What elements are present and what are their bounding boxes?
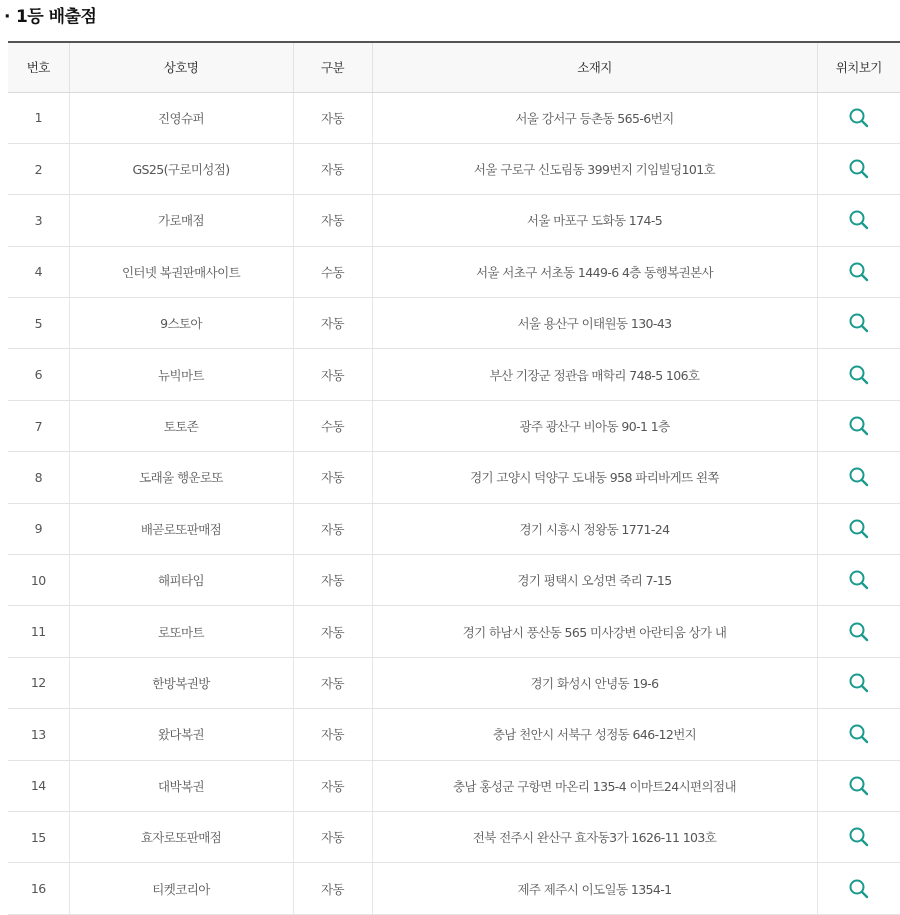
- cell-store-name: 가로매점: [69, 195, 293, 246]
- table-body: [8, 92, 900, 914]
- cell-store-name: 티켓코리아: [69, 863, 293, 914]
- cell-location: [817, 606, 900, 657]
- cell-type: 자동: [293, 452, 372, 503]
- table-row: [8, 298, 900, 349]
- cell-location: [817, 657, 900, 708]
- cell-number: 9: [8, 503, 69, 554]
- search-icon[interactable]: [847, 825, 871, 849]
- cell-type: 자동: [293, 555, 372, 606]
- header-number: 번호: [8, 42, 69, 92]
- table-row: [8, 503, 900, 554]
- cell-address: 서울 용산구 이태원동 130-43: [372, 298, 817, 349]
- cell-address: 경기 화성시 안녕동 19-6: [372, 657, 817, 708]
- table-row: [8, 863, 900, 914]
- cell-type: 자동: [293, 92, 372, 143]
- cell-type: 수동: [293, 246, 372, 297]
- cell-type: 자동: [293, 657, 372, 708]
- cell-number: 12: [8, 657, 69, 708]
- search-icon[interactable]: [847, 568, 871, 592]
- cell-address: 서울 마포구 도화동 174-5: [372, 195, 817, 246]
- cell-number: 13: [8, 709, 69, 760]
- header-type: 구분: [293, 42, 372, 92]
- cell-store-name: 토토존: [69, 400, 293, 451]
- cell-location: [817, 298, 900, 349]
- table-row: [8, 92, 900, 143]
- cell-number: 15: [8, 811, 69, 862]
- cell-address: 광주 광산구 비아동 90-1 1층: [372, 400, 817, 451]
- header-store-name: 상호명: [69, 42, 293, 92]
- cell-store-name: 9스토아: [69, 298, 293, 349]
- cell-number: 2: [8, 143, 69, 194]
- cell-location: [817, 246, 900, 297]
- cell-type: 자동: [293, 760, 372, 811]
- search-icon[interactable]: [847, 465, 871, 489]
- cell-location: [817, 760, 900, 811]
- cell-number: 10: [8, 555, 69, 606]
- search-icon[interactable]: [847, 260, 871, 284]
- cell-type: 수동: [293, 400, 372, 451]
- title-bullet: ·: [4, 7, 10, 27]
- cell-number: 6: [8, 349, 69, 400]
- cell-number: 14: [8, 760, 69, 811]
- cell-location: [817, 143, 900, 194]
- cell-location: [817, 863, 900, 914]
- cell-type: 자동: [293, 349, 372, 400]
- table-row: [8, 195, 900, 246]
- search-icon[interactable]: [847, 671, 871, 695]
- table-row: [8, 760, 900, 811]
- cell-store-name: 뉴빅마트: [69, 349, 293, 400]
- table-row: [8, 811, 900, 862]
- header-location: 위치보기: [817, 42, 900, 92]
- table-row: [8, 555, 900, 606]
- search-icon[interactable]: [847, 414, 871, 438]
- cell-address: 서울 서초구 서초동 1449-6 4층 동행복권본사: [372, 246, 817, 297]
- cell-location: [817, 811, 900, 862]
- search-icon[interactable]: [847, 517, 871, 541]
- cell-location: [817, 400, 900, 451]
- cell-type: 자동: [293, 863, 372, 914]
- search-icon[interactable]: [847, 311, 871, 335]
- cell-location: [817, 195, 900, 246]
- cell-address: 전북 전주시 완산구 효자동3가 1626-11 103호: [372, 811, 817, 862]
- search-icon[interactable]: [847, 722, 871, 746]
- cell-type: 자동: [293, 606, 372, 657]
- cell-type: 자동: [293, 811, 372, 862]
- cell-address: 제주 제주시 이도일동 1354-1: [372, 863, 817, 914]
- cell-store-name: 효자로또판매점: [69, 811, 293, 862]
- search-icon[interactable]: [847, 106, 871, 130]
- search-icon[interactable]: [847, 620, 871, 644]
- cell-address: 경기 평택시 오성면 죽리 7-15: [372, 555, 817, 606]
- cell-store-name: 진영슈퍼: [69, 92, 293, 143]
- cell-number: 11: [8, 606, 69, 657]
- cell-number: 5: [8, 298, 69, 349]
- cell-address: 경기 시흥시 정왕동 1771-24: [372, 503, 817, 554]
- cell-store-name: 해피타임: [69, 555, 293, 606]
- cell-location: [817, 555, 900, 606]
- cell-store-name: GS25(구로미성점): [69, 143, 293, 194]
- cell-number: 4: [8, 246, 69, 297]
- table-row: [8, 709, 900, 760]
- cell-number: 3: [8, 195, 69, 246]
- cell-location: [817, 349, 900, 400]
- cell-type: 자동: [293, 298, 372, 349]
- cell-location: [817, 452, 900, 503]
- table-row: [8, 657, 900, 708]
- cell-number: 1: [8, 92, 69, 143]
- cell-store-name: 왔다복권: [69, 709, 293, 760]
- cell-number: 16: [8, 863, 69, 914]
- table-row: [8, 143, 900, 194]
- cell-location: [817, 92, 900, 143]
- header-address: 소재지: [372, 42, 817, 92]
- table-row: [8, 452, 900, 503]
- search-icon[interactable]: [847, 208, 871, 232]
- cell-store-name: 로또마트: [69, 606, 293, 657]
- table-row: [8, 606, 900, 657]
- cell-store-name: 한방복권방: [69, 657, 293, 708]
- cell-store-name: 대박복권: [69, 760, 293, 811]
- cell-address: 경기 고양시 덕양구 도내동 958 파리바게뜨 왼쪽: [372, 452, 817, 503]
- winning-stores-table: [8, 41, 900, 915]
- table-header-row: [8, 42, 900, 92]
- cell-location: [817, 503, 900, 554]
- cell-type: 자동: [293, 709, 372, 760]
- cell-type: 자동: [293, 195, 372, 246]
- cell-address: 충남 홍성군 구항면 마온리 135-4 이마트24시편의점내: [372, 760, 817, 811]
- cell-address: 서울 구로구 신도림동 399번지 기임빌딩101호: [372, 143, 817, 194]
- table-row: [8, 246, 900, 297]
- cell-type: 자동: [293, 503, 372, 554]
- search-icon[interactable]: [847, 363, 871, 387]
- cell-number: 8: [8, 452, 69, 503]
- section-title: [4, 2, 96, 27]
- table-row: [8, 349, 900, 400]
- cell-address: 충남 천안시 서북구 성정동 646-12번지: [372, 709, 817, 760]
- cell-address: 부산 기장군 정관읍 매학리 748-5 106호: [372, 349, 817, 400]
- title-text: 1등 배출점: [15, 7, 97, 27]
- cell-address: 서울 강서구 등촌동 565-6번지: [372, 92, 817, 143]
- table-row: [8, 400, 900, 451]
- cell-store-name: 도래울 행운로또: [69, 452, 293, 503]
- search-icon[interactable]: [847, 774, 871, 798]
- cell-location: [817, 709, 900, 760]
- cell-type: 자동: [293, 143, 372, 194]
- search-icon[interactable]: [847, 157, 871, 181]
- cell-store-name: 배곧로또판매점: [69, 503, 293, 554]
- search-icon[interactable]: [847, 877, 871, 901]
- cell-store-name: 인터넷 복권판매사이트: [69, 246, 293, 297]
- cell-address: 경기 하남시 풍산동 565 미사강변 아란티움 상가 내: [372, 606, 817, 657]
- cell-number: 7: [8, 400, 69, 451]
